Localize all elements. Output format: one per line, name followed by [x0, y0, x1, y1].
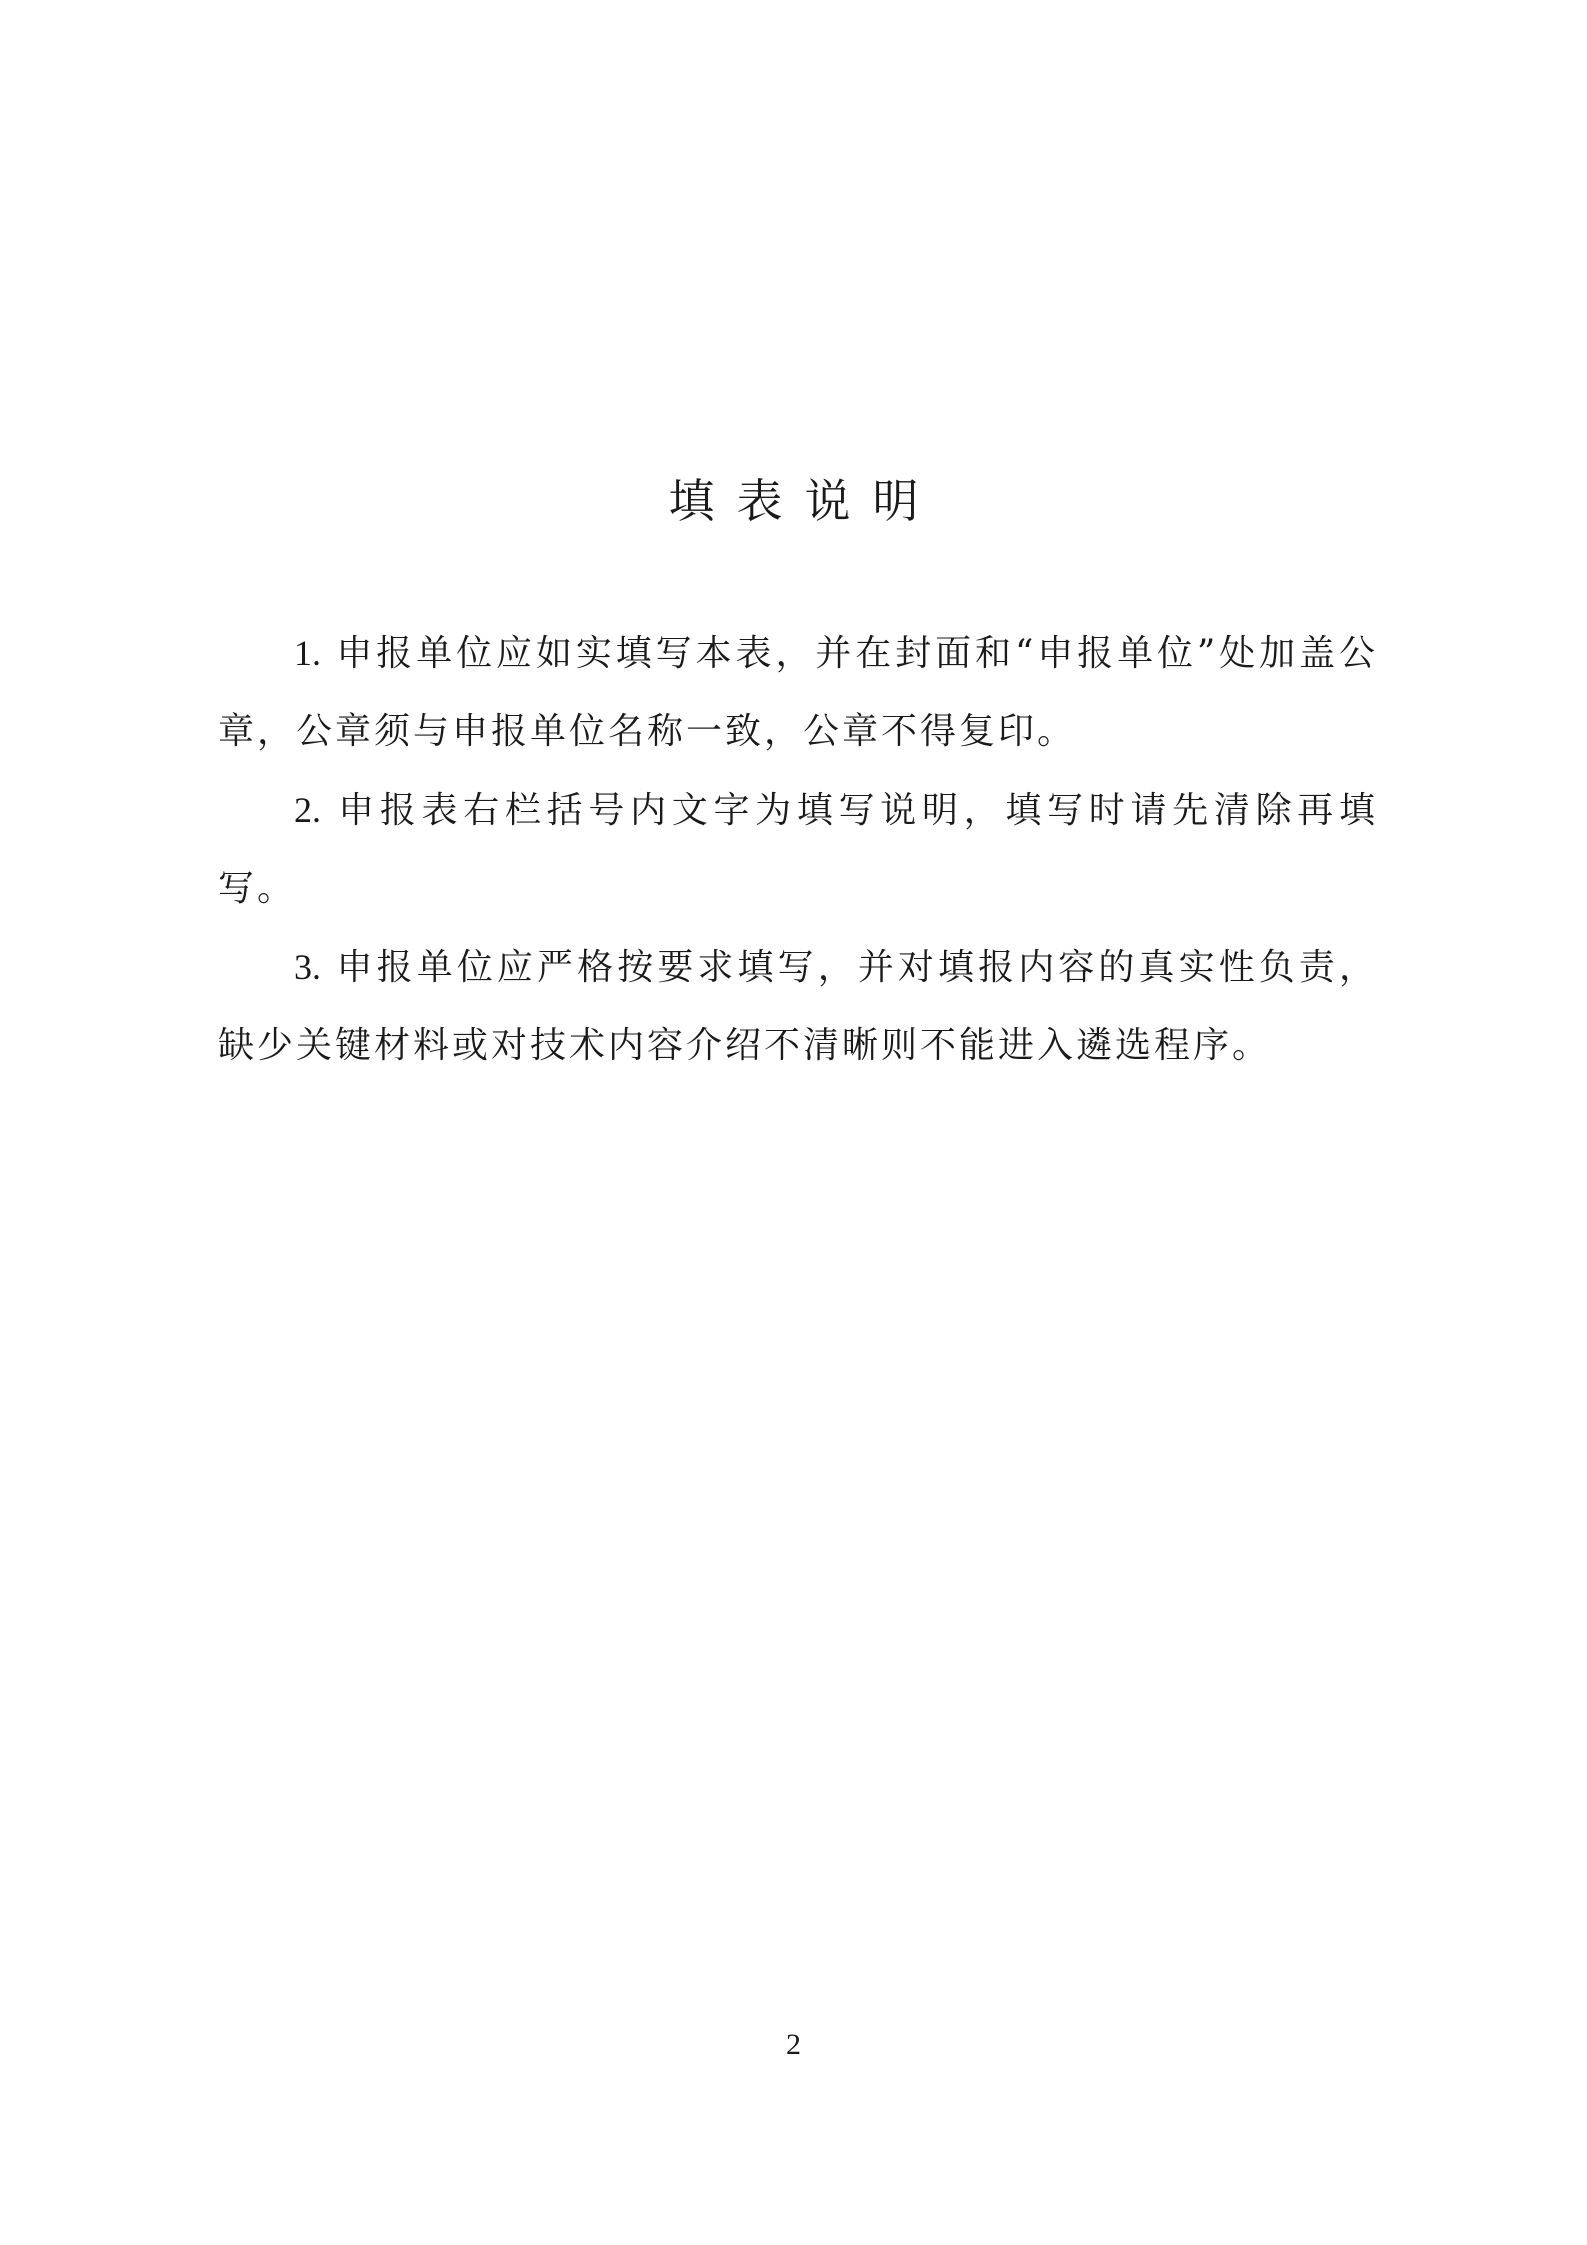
instruction-number: 2.: [294, 790, 321, 830]
instruction-text: 申报单位应如实填写本表，并在封面和“申报单位”处加盖公章，公章须与申报单位名称一致，公章不得复印。: [218, 633, 1379, 752]
instruction-item-1: [218, 614, 1378, 771]
instruction-item-3: [218, 928, 1378, 1085]
page-number: 2: [786, 2028, 801, 2061]
page-title: 填表说明: [668, 473, 941, 528]
instruction-text: 申报单位应严格按要求填写，并对填报内容的真实性负责，缺少关键材料或对技术内容介绍不清晰则不能进入遴选程序。: [218, 947, 1378, 1066]
instruction-text: 申报表右栏括号内文字为填写说明，填写时请先清除再填写。: [218, 790, 1378, 909]
instruction-item-2: [218, 771, 1378, 928]
instructions-list: [218, 614, 1378, 1085]
instruction-number: 3.: [294, 947, 321, 987]
instruction-number: 1.: [294, 633, 321, 673]
